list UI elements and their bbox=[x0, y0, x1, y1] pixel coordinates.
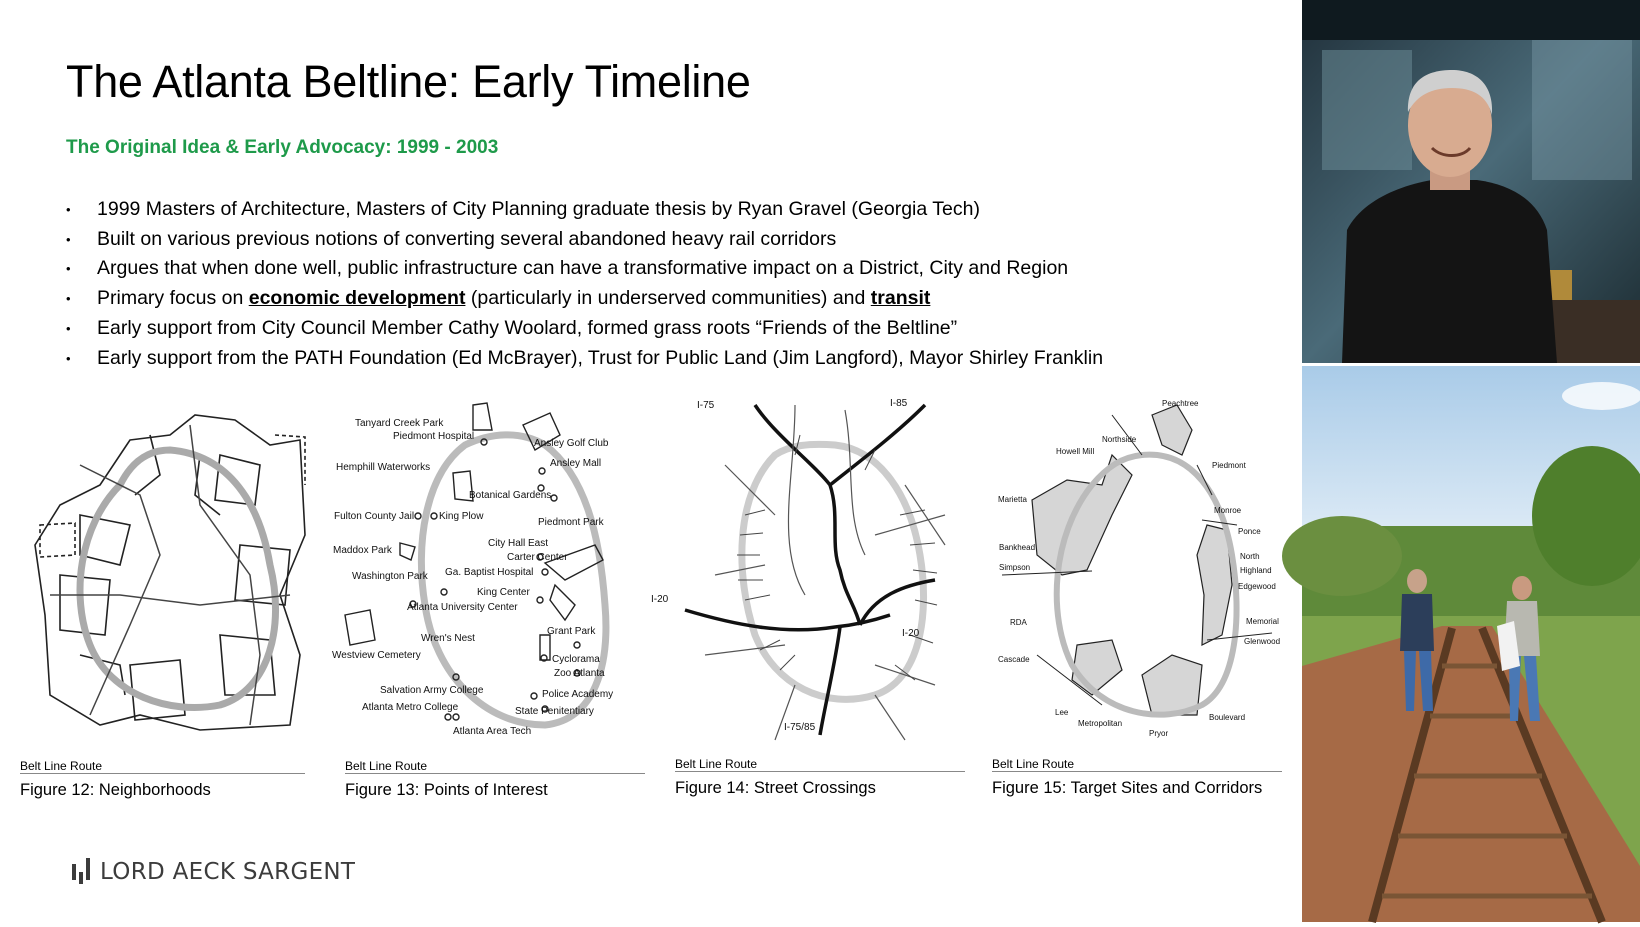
logo-mark-icon bbox=[72, 858, 92, 886]
poi-label: Washington Park bbox=[352, 571, 428, 582]
bullet-text: Early support from City Council Member Cathy Woolard, formed grass roots “Friends of the Beltline” bbox=[97, 316, 958, 339]
poi-label: Grant Park bbox=[547, 626, 596, 637]
corridor-label: Monroe bbox=[1214, 506, 1242, 515]
bullet-text: Early support from the PATH Foundation (Ed McBrayer), Trust for Public Land (Jim Langford), Mayor Shirley Franklin bbox=[97, 346, 1104, 369]
figure-neighborhoods bbox=[20, 395, 320, 845]
poi-label: Carter Center bbox=[507, 552, 568, 563]
corridor-label: Highland bbox=[1240, 566, 1272, 575]
corridor-label: Cascade bbox=[998, 655, 1030, 664]
bullet-text: Built on various previous notions of converting several abandoned heavy rail corridors bbox=[97, 227, 837, 250]
bullet-marker: • bbox=[66, 291, 71, 307]
poi-label: King Center bbox=[477, 587, 530, 598]
bullet-marker: • bbox=[66, 261, 71, 277]
poi-label: Atlanta Area Tech bbox=[453, 726, 532, 737]
bullet-item bbox=[66, 225, 1103, 255]
poi-label: King Plow bbox=[439, 511, 484, 522]
figure-street-crossings bbox=[651, 395, 975, 845]
poi-label: Atlanta University Center bbox=[407, 602, 518, 613]
bullet-text: Argues that when done well, public infrastructure can have a transformative impact on a District, City and Region bbox=[97, 257, 1069, 280]
transit-emphasis: transit bbox=[870, 287, 931, 310]
figure-divider bbox=[675, 771, 965, 772]
poi-label: State Penitentiary bbox=[515, 706, 594, 717]
corridor-label: Peachtree bbox=[1162, 399, 1199, 408]
route-label: Belt Line Route bbox=[675, 757, 758, 771]
highway-label: I-20 bbox=[651, 594, 669, 605]
rail-corridor-photo-icon bbox=[1302, 366, 1640, 922]
poi-label: Cyclorama bbox=[552, 654, 600, 665]
poi-label: Zoo Atlanta bbox=[554, 668, 605, 679]
corridor-label: Metropolitan bbox=[1078, 719, 1123, 728]
bullet-marker: • bbox=[66, 231, 71, 247]
points-of-interest-map bbox=[332, 395, 645, 765]
portrait-photo-icon bbox=[1302, 0, 1640, 363]
route-label: Belt Line Route bbox=[345, 759, 428, 773]
figure-caption: Figure 13: Points of Interest bbox=[345, 781, 548, 799]
figure-caption: Figure 12: Neighborhoods bbox=[20, 781, 211, 799]
poi-label: Fulton County Jail bbox=[334, 511, 415, 522]
poi-label: Piedmont Hospital bbox=[393, 431, 475, 442]
target-sites-map bbox=[992, 395, 1282, 765]
poi-label: Ansley Golf Club bbox=[534, 438, 609, 449]
poi-label: Police Academy bbox=[542, 689, 614, 700]
corridor-label: Pryor bbox=[1149, 729, 1169, 738]
corridor-label: Marietta bbox=[998, 495, 1027, 504]
figure-caption: Figure 15: Target Sites and Corridors bbox=[992, 779, 1263, 797]
highway-label: I-85 bbox=[890, 398, 908, 409]
poi-label: Ansley Mall bbox=[550, 458, 602, 469]
bullet-text-pre: Primary focus on bbox=[97, 287, 249, 310]
bullet-item bbox=[66, 284, 1103, 314]
poi-label: Hemphill Waterworks bbox=[336, 462, 431, 473]
section-subtitle: The Original Idea & Early Advocacy: 1999 - 2003 bbox=[66, 137, 499, 158]
figure-divider bbox=[992, 771, 1282, 772]
poi-label: City Hall East bbox=[488, 538, 549, 549]
bullet-list bbox=[66, 195, 1103, 373]
highway-label: I-75/85 bbox=[784, 722, 816, 733]
corridor-label: Glenwood bbox=[1244, 637, 1281, 646]
corridor-label: Bankhead bbox=[999, 543, 1036, 552]
corridor-label: Simpson bbox=[999, 563, 1031, 572]
corridor-label: Piedmont bbox=[1212, 461, 1246, 470]
route-label: Belt Line Route bbox=[20, 759, 103, 773]
portrait-photo bbox=[1302, 0, 1640, 363]
bullet-item bbox=[66, 314, 1103, 344]
economic-development-emphasis: economic development bbox=[248, 287, 466, 310]
poi-label: Maddox Park bbox=[333, 545, 392, 556]
poi-label: Piedmont Park bbox=[538, 517, 604, 528]
corridor-label: Ponce bbox=[1238, 527, 1261, 536]
corridor-label: Northside bbox=[1102, 435, 1137, 444]
bullet-marker: • bbox=[66, 202, 71, 217]
figure-divider bbox=[20, 773, 305, 774]
neighborhoods-map bbox=[20, 395, 310, 765]
figure-divider bbox=[345, 773, 645, 774]
company-logo bbox=[72, 858, 355, 886]
poi-label: Botanical Gardens bbox=[469, 490, 552, 501]
bullet-text: 1999 Masters of Architecture, Masters of City Planning graduate thesis by Ryan Gravel (Georgia Tech) bbox=[97, 198, 980, 220]
poi-label: Tanyard Creek Park bbox=[355, 418, 444, 429]
page-title: The Atlanta Beltline: Early Timeline bbox=[66, 56, 751, 107]
corridor-label: North bbox=[1240, 552, 1260, 561]
corridor-label: Lee bbox=[1055, 708, 1069, 717]
bullet-marker: • bbox=[66, 320, 71, 336]
bullet-item bbox=[66, 344, 1103, 374]
poi-label: Ga. Baptist Hospital bbox=[445, 567, 534, 578]
corridor-label: Memorial bbox=[1246, 617, 1279, 626]
bullet-marker: • bbox=[66, 350, 71, 366]
corridor-label: Boulevard bbox=[1209, 713, 1246, 722]
figure-caption: Figure 14: Street Crossings bbox=[675, 779, 876, 797]
poi-label: Wren's Nest bbox=[421, 633, 475, 644]
poi-label: Salvation Army College bbox=[380, 685, 484, 696]
figure-target-sites bbox=[992, 395, 1292, 845]
bullet-text-mid: (particularly in underserved communities) and bbox=[465, 287, 871, 310]
corridor-label: RDA bbox=[1010, 618, 1027, 627]
street-crossings-map bbox=[651, 395, 965, 765]
figure-points-of-interest bbox=[332, 395, 645, 845]
corridor-label: Edgewood bbox=[1238, 582, 1276, 591]
bullet-item bbox=[66, 195, 1103, 225]
highway-label: I-20 bbox=[902, 628, 920, 639]
poi-label: Westview Cemetery bbox=[332, 650, 421, 661]
highway-label: I-75 bbox=[697, 400, 715, 411]
poi-label: Atlanta Metro College bbox=[362, 702, 459, 713]
corridor-label: Howell Mill bbox=[1056, 447, 1095, 456]
logo-wordmark: LORD AECK SARGENT bbox=[100, 859, 356, 885]
bullet-item bbox=[66, 254, 1103, 284]
route-label: Belt Line Route bbox=[992, 757, 1075, 771]
rail-corridor-photo bbox=[1302, 366, 1640, 922]
